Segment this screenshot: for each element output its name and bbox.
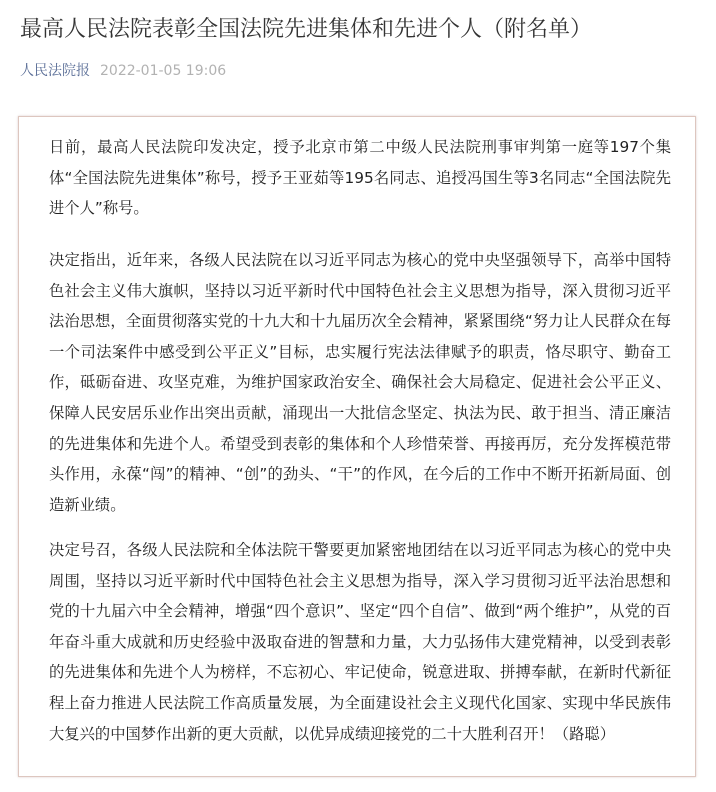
source-link[interactable]: 人民法院报 [20, 63, 90, 79]
article-meta [20, 60, 226, 82]
paragraph-2: 决定指出，近年来，各级人民法院在以习近平同志为核心的党中央坚强领导下，高举中国特色社会主义伟大旗帜，坚持以习近平新时代中国特色社会主义思想为指导，深入贯彻习近平法治思想，全面贯彻落实党的十九大和十九届历次全会精神，紧紧围绕“努力让人民群众在每一个司法案件中感受到公平正义”目标，忠实履行宪法法律赋予的职责，恪尽职守、勤奋工作，砥砺奋进、攻坚克难，为维护国家政治安全、确保社会大局稳定、促进社会公平正义、保障人民安居乐业作出突出贡献，涌现出一大批信念坚定、执法为民、敢于担当、清正廉洁的先进集体和先进个人。希望受到表彰的集体和个人珍惜荣誉、再接再厉，充分发挥模范带头作用，永葆“闯”的精神、“创”的劲头、“干”的作风，在今后的工作中不断开拓新局面、创造新业绩。 [49, 251, 671, 514]
paragraph-1: 日前，最高人民法院印发决定，授予北京市第二中级人民法院刑事审判第一庭等197个集体“全国法院先进集体”称号，授予王亚茹等195名同志、追授冯国生等3名同志“全国法院先进个人”称号。 [49, 138, 671, 218]
paragraph-3: 决定号召，各级人民法院和全体法院干警要更加紧密地团结在以习近平同志为核心的党中央周围，坚持以习近平新时代中国特色社会主义思想为指导，深入学习贯彻习近平法治思想和党的十九届六中全会精神，增强“四个意识”、坚定“四个自信”、做到“两个维护”，从党的百年奋斗重大成就和历史经验中汲取奋进的智慧和力量，大力弘扬伟大建党精神，以受到表彰的先进集体和先进个人为榜样，不忘初心、牢记使命，锐意进取、拼搏奉献，在新时代新征程上奋力推进人民法院工作高质量发展，为全面建设社会主义现代化国家、实现中华民族伟大复兴的中国梦作出新的更大贡献，以优异成绩迎接党的二十大胜利召开！（路聪） [49, 541, 671, 743]
publish-date: 2022-01-05 19:06 [100, 63, 227, 79]
article-title: 最高人民法院表彰全国法院先进集体和先进个人（附名单） [20, 17, 593, 42]
article-content-box [18, 116, 696, 777]
